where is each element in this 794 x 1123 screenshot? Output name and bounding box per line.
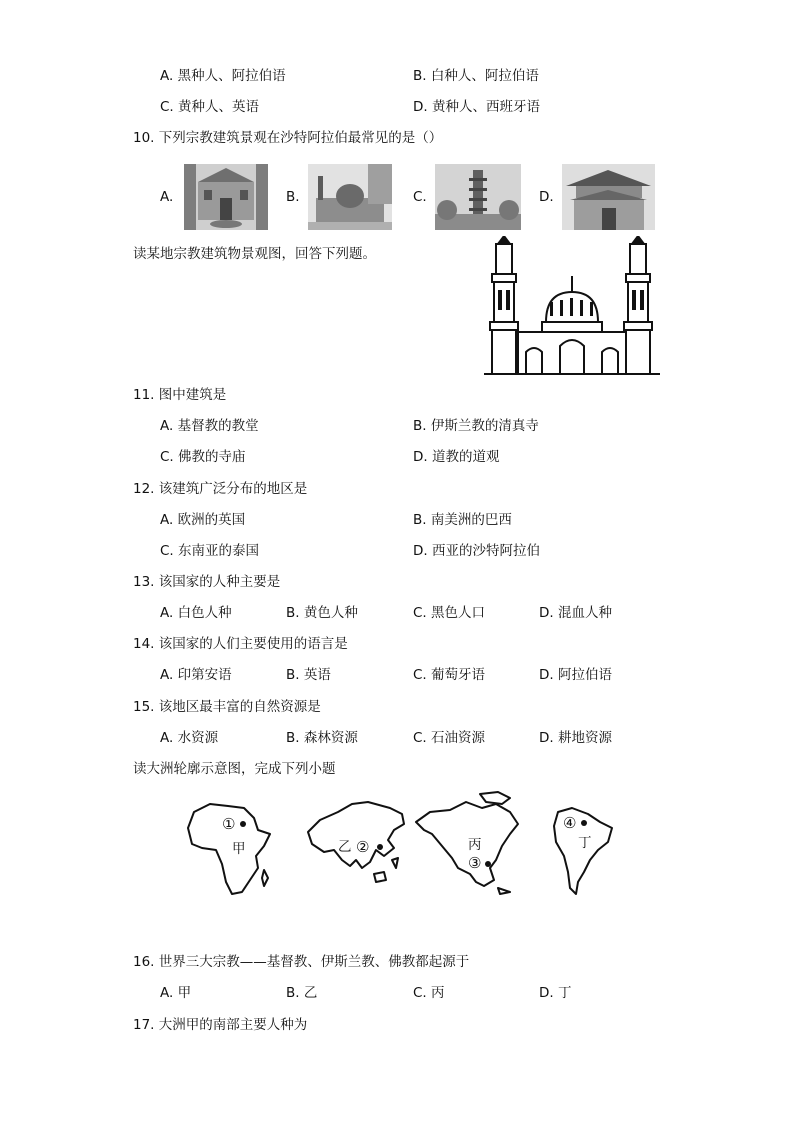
q13-stem: 13. 该国家的人种主要是 [133, 574, 281, 590]
q15-option-a: A. 水资源 [160, 730, 219, 746]
q16-option-a: A. 甲 [160, 985, 192, 1001]
q9-option-c: C. 黄种人、英语 [160, 99, 260, 115]
africa-label: 甲 [232, 841, 246, 857]
q13-option-b: B. 黄色人种 [286, 605, 358, 621]
q16-option-d: D. 丁 [539, 985, 572, 1001]
q12-stem: 12. 该建筑广泛分布的地区是 [133, 481, 308, 497]
q15-option-b: B. 森林资源 [286, 730, 358, 746]
q12-option-d: D. 西亚的沙特阿拉伯 [413, 543, 540, 559]
q9-option-a: A. 黑种人、阿拉伯语 [160, 68, 286, 84]
q17-stem: 17. 大洲甲的南部主要人种为 [133, 1017, 308, 1033]
continent-map [180, 790, 620, 900]
q16-option-b: B. 乙 [286, 985, 318, 1001]
q13-option-d: D. 混血人种 [539, 605, 612, 621]
q14-option-a: A. 印第安语 [160, 667, 232, 683]
church-photo [184, 164, 268, 230]
intro-continents: 读大洲轮廓示意图，完成下列小题 [133, 761, 336, 777]
q13-option-a: A. 白色人种 [160, 605, 232, 621]
south-america-label: 丁 [578, 835, 592, 851]
q15-stem: 15. 该地区最丰富的自然资源是 [133, 699, 321, 715]
north-america-outline [416, 802, 518, 886]
mosque-drawing [484, 236, 660, 378]
q15-option-c: C. 石油资源 [413, 730, 486, 746]
q10-stem: 10. 下列宗教建筑景观在沙特阿拉伯最常见的是（） [133, 130, 443, 146]
south-america-number: ④ [563, 814, 577, 832]
q9-option-b: B. 白种人、阿拉伯语 [413, 68, 539, 84]
q11-option-b: B. 伊斯兰教的清真寺 [413, 418, 539, 434]
q16-option-c: C. 丙 [413, 985, 445, 1001]
q10-option-d: D. [539, 189, 554, 205]
q10-option-b: B. [286, 189, 300, 205]
asia-outline [308, 802, 404, 868]
asia-number: ② [356, 838, 370, 856]
pagoda-photo [435, 164, 521, 230]
q12-option-a: A. 欧洲的英国 [160, 512, 246, 528]
mosque-photo [308, 164, 392, 230]
intro-mosque: 读某地宗教建筑物景观图，回答下列题。 [133, 246, 376, 262]
q11-stem: 11. 图中建筑是 [133, 387, 227, 403]
north-america-label: 丙 [468, 837, 482, 853]
asia-label: 乙 [338, 839, 352, 855]
q10-option-c: C. [413, 189, 427, 205]
q11-option-c: C. 佛教的寺庙 [160, 449, 246, 465]
q12-option-c: C. 东南亚的泰国 [160, 543, 260, 559]
q14-stem: 14. 该国家的人们主要使用的语言是 [133, 636, 348, 652]
africa-number: ① [222, 815, 236, 833]
q14-option-c: C. 葡萄牙语 [413, 667, 486, 683]
q16-stem: 16. 世界三大宗教——基督教、伊斯兰教、佛教都起源于 [133, 954, 470, 970]
q11-option-d: D. 道教的道观 [413, 449, 500, 465]
q14-option-b: B. 英语 [286, 667, 331, 683]
q9-option-d: D. 黄种人、西班牙语 [413, 99, 540, 115]
q15-option-d: D. 耕地资源 [539, 730, 612, 746]
q13-option-c: C. 黑色人口 [413, 605, 486, 621]
q12-option-b: B. 南美洲的巴西 [413, 512, 512, 528]
q11-option-a: A. 基督教的教堂 [160, 418, 259, 434]
north-america-number: ③ [468, 854, 482, 872]
chinese-temple-photo [562, 164, 655, 230]
q14-option-d: D. 阿拉伯语 [539, 667, 612, 683]
q10-option-a: A. [160, 189, 174, 205]
